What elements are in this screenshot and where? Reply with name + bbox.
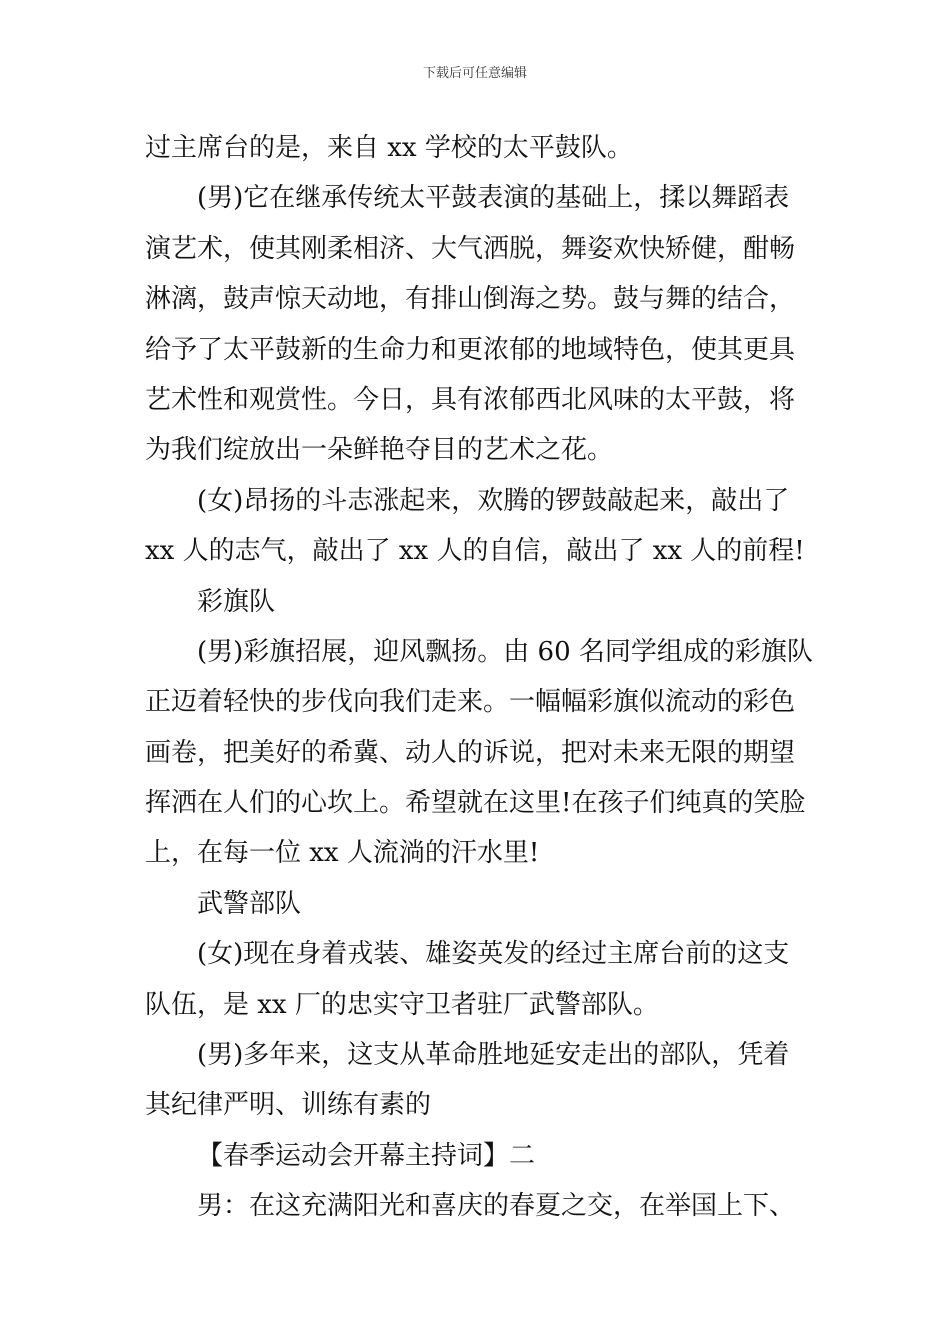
text-line: 过主席台的是，来自 xx 学校的太平鼓队。 xyxy=(145,133,633,163)
text-line: 挥洒在人们的心坎上。希望就在这里!在孩子们纯真的笑脸 xyxy=(145,788,806,819)
text-line: (男)彩旗招展，迎风飘扬。由 60 名同学组成的彩旗队 xyxy=(197,636,813,667)
text-line: (女)昂扬的斗志涨起来，欢腾的锣鼓敲起来，敲出了 xyxy=(197,485,790,516)
text-line: (男)它在继承传统太平鼓表演的基础上，揉以舞蹈表 xyxy=(197,183,790,214)
text-line: 其纪律严明、训练有素的 xyxy=(145,1090,432,1121)
text-line: 给予了太平鼓新的生命力和更浓郁的地域特色，使其更具 xyxy=(145,334,796,365)
text-line: 男：在这充满阳光和喜庆的春夏之交，在举国上下、 xyxy=(197,1191,796,1222)
text-line: 艺术性和观赏性。今日，具有浓郁西北风味的太平鼓，将 xyxy=(145,384,796,415)
text-line: xx 人的志气，敲出了 xx 人的自信，敲出了 xx 人的前程! xyxy=(145,536,805,567)
text-line: 【春季运动会开幕主持词】二 xyxy=(197,1140,536,1171)
text-line: 武警部队 xyxy=(197,888,302,919)
text-line: 演艺术，使其刚柔相济、大气洒脱，舞姿欢快矫健，酣畅 xyxy=(145,233,796,264)
page-header: 下载后可任意编辑 xyxy=(422,66,527,81)
text-line: (女)现在身着戎装、雄姿英发的经过主席台前的这支 xyxy=(197,939,790,970)
text-line: 为我们绽放出一朵鲜艳夺目的艺术之花。 xyxy=(145,435,614,466)
text-line: 队伍，是 xx 厂的忠实守卫者驻厂武警部队。 xyxy=(145,989,659,1020)
text-line: 上，在每一位 xx 人流淌的汗水里! xyxy=(145,838,540,869)
text-line: 彩旗队 xyxy=(197,586,276,617)
text-line: 正迈着轻快的步伐向我们走来。一幅幅彩旗似流动的彩色 xyxy=(145,687,796,718)
text-line: (男)多年来，这支从革命胜地延安走出的部队，凭着 xyxy=(197,1040,790,1071)
text-line: 画卷，把美好的希冀、动人的诉说，把对未来无限的期望 xyxy=(145,737,796,768)
text-line: 淋漓，鼓声惊天动地，有排山倒海之势。鼓与舞的结合， xyxy=(145,284,796,315)
document-body xyxy=(145,123,825,1232)
